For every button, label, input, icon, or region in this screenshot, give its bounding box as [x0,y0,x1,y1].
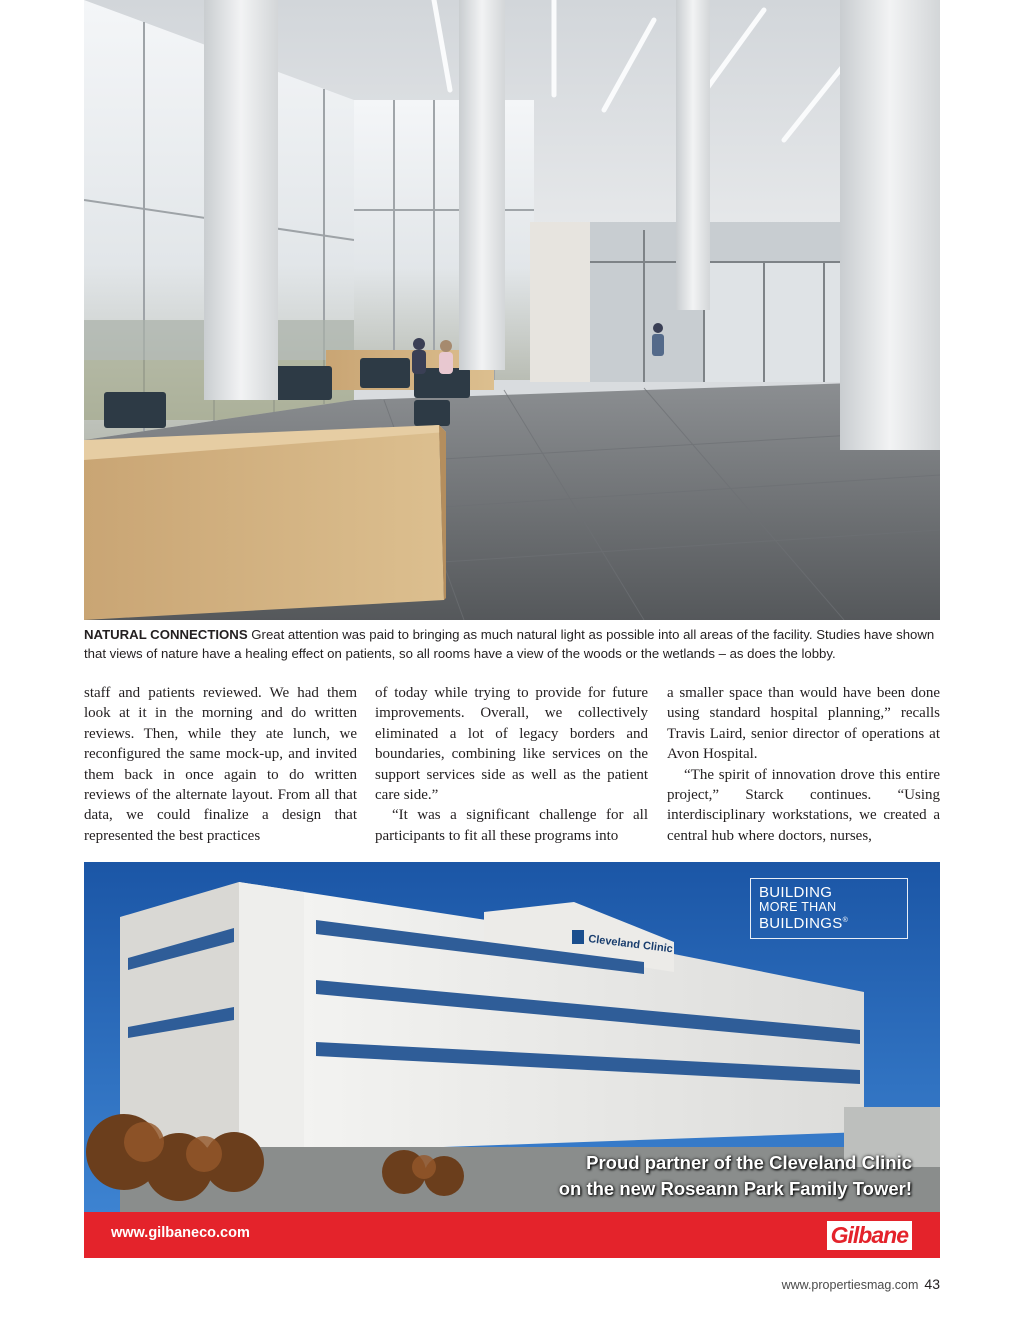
gilbane-advertisement[interactable] [84,862,940,1258]
photo-caption [84,625,940,663]
tagline-line-1: BUILDING [759,884,833,901]
article-column-2 [375,683,648,846]
paragraph: of today while trying to provide for future improvements. Overall, we collectively eliminated a lot of legacy borders and boundaries, combining like services on the support services side as well as the patient care side.” [375,685,648,804]
building-more-than-buildings-tagline [750,878,908,939]
page-footer [782,1276,940,1292]
paragraph: “The spirit of innovation drove this entire project,” Starck continues. “Using interdisciplinary workstations, we created a central hub where doctors, nurses, [667,766,940,844]
footer-site: www.propertiesmag.com [781,1278,919,1292]
paragraph: “It was a significant challenge for all participants to fit all these programs into [375,807,648,844]
article-column-3 [667,683,940,846]
tagline-line-3-text: BUILDINGS [759,915,843,932]
page-number: 43 [924,1276,940,1292]
gilbane-website-link[interactable]: www.gilbaneco.com [111,1225,250,1241]
article-body [84,683,940,853]
tagline-line-2: MORE THAN [759,900,837,914]
caption-lead: NATURAL CONNECTIONS [84,627,248,642]
cleveland-clinic-logo-icon [572,930,584,944]
gilbane-logo: Gilbane [827,1221,912,1250]
registered-mark: ® [842,917,849,924]
article-column-1 [84,683,357,846]
lobby-photo [84,0,940,620]
ad-footer-bar [84,1212,940,1258]
lobby-illustration [84,0,940,620]
caption-text: Great attention was paid to bringing as much natural light as possible into all areas of the facility. Studies have shown that views of nature have a healing effect on patients, so all rooms have a view of the woods or the wetlands – as does the lobby. [84,627,935,661]
tagline-line-3 [759,913,907,932]
slogan-line-2: on the new Roseann Park Family Tower! [558,1178,912,1199]
slogan-line-1: Proud partner of the Cleveland Clinic [586,1152,912,1173]
building-sign: Cleveland Clinic [587,933,674,956]
paragraph: staff and patients reviewed. We had them look at it in the morning and do written reviews. Then, while they ate lunch, we reconfigured the same mock-up, and invited them back in once again to do written reviews of the alternate layout. From all that data, we could finalize a design that represented the best practices [84,685,357,844]
ad-slogan [559,1150,912,1202]
paragraph: a smaller space than would have been done using standard hospital planning,” recalls Travis Laird, senior director of operations at Avon Hospital. [667,685,940,763]
